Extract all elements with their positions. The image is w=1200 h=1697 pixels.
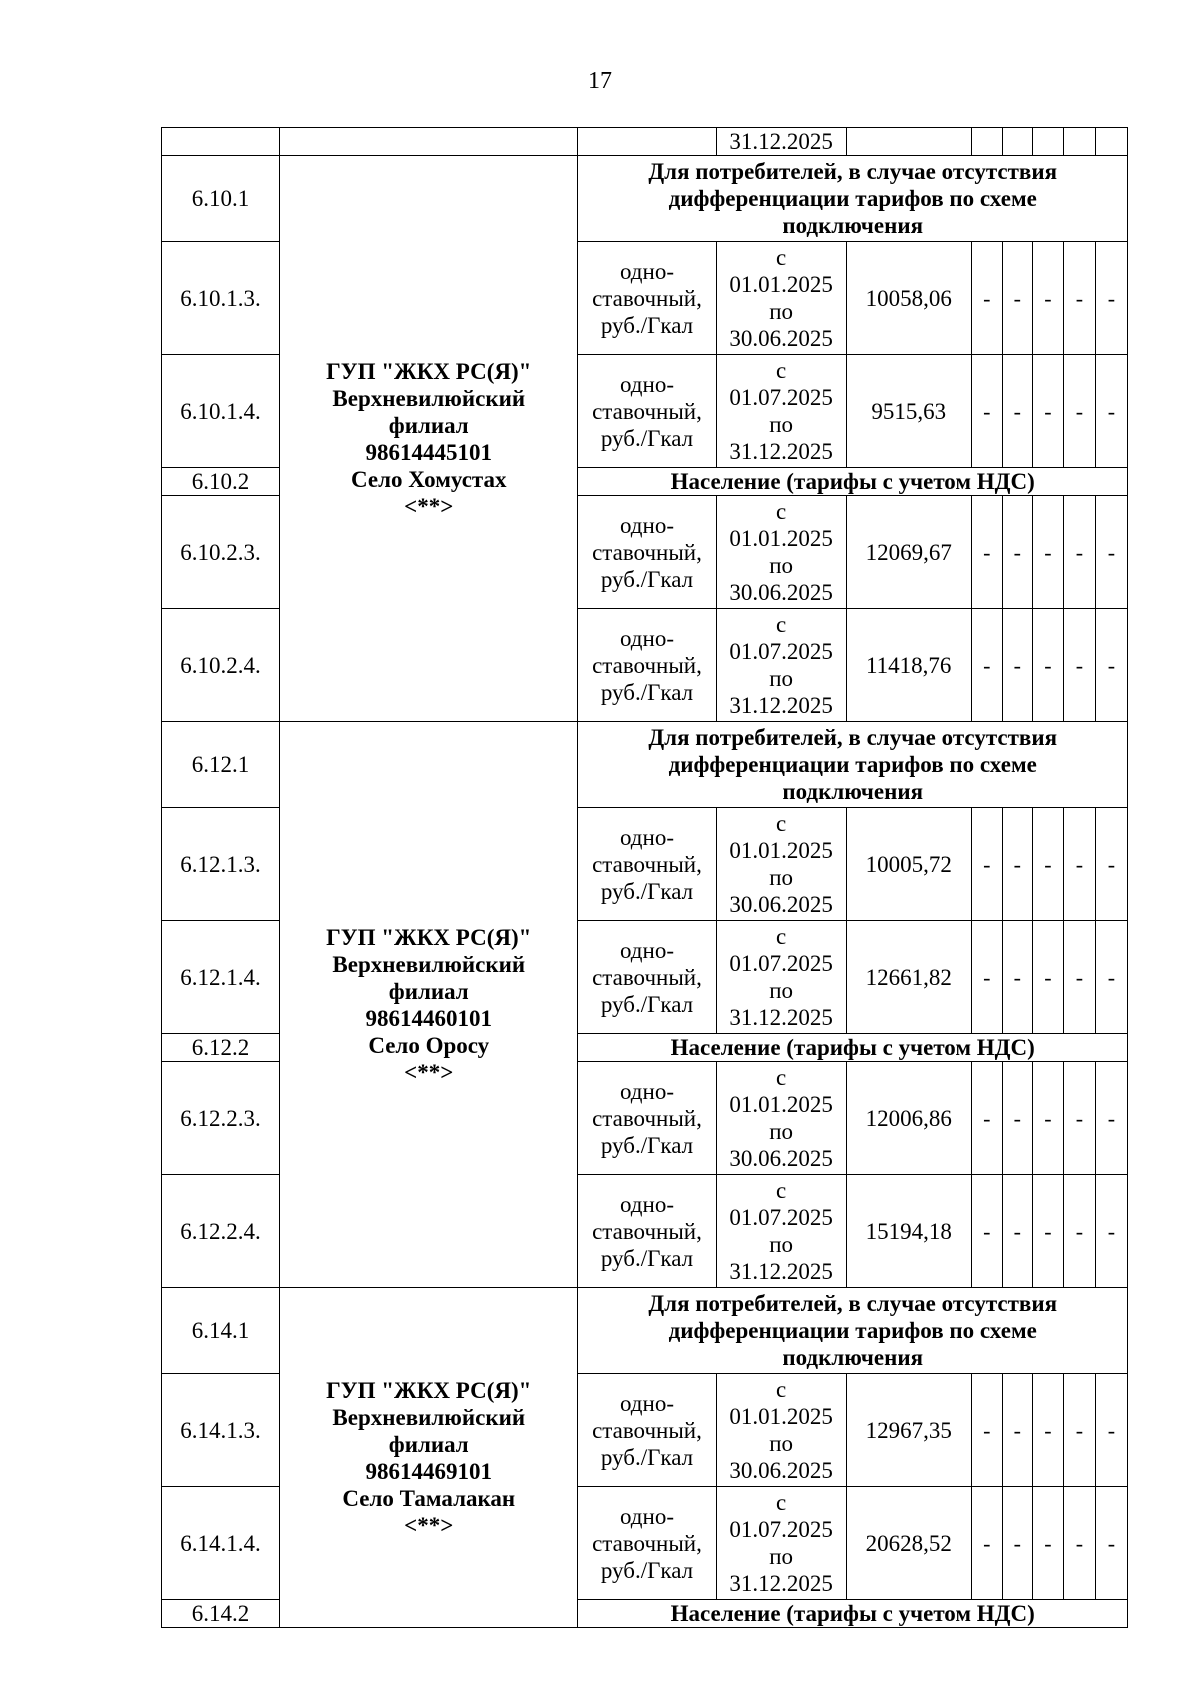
period-line: по <box>769 1431 794 1456</box>
period-line: по <box>769 1232 794 1257</box>
organization-line: ГУП "ЖКХ РС(Я)" <box>326 1377 532 1403</box>
row-code: 6.10.1.4. <box>162 355 280 468</box>
dash-cell: - <box>1063 496 1095 609</box>
period-line: 30.06.2025 <box>729 1146 833 1171</box>
extra-cell <box>971 128 1002 156</box>
tariff-value: 11418,76 <box>846 609 971 722</box>
rate-type-line: ставочный, <box>592 964 702 990</box>
row-code: 6.14.1.3. <box>162 1374 280 1487</box>
section-header-line: Для потребителей, в случае отсутствия <box>648 725 1058 750</box>
continuation-row <box>162 128 1128 156</box>
period-line: по <box>769 299 794 324</box>
tariff-value: 20628,52 <box>846 1487 971 1600</box>
tariff-value: 10005,72 <box>846 808 971 921</box>
org-cell <box>280 128 578 156</box>
rate-type-line: руб./Гкал <box>600 1444 694 1470</box>
tariff-value: 9515,63 <box>846 355 971 468</box>
period-line: с <box>776 358 787 383</box>
dash-cell: - <box>971 808 1002 921</box>
dash-cell: - <box>1032 1062 1063 1175</box>
rate-type-line: одно- <box>619 625 674 651</box>
dash-cell: - <box>971 496 1002 609</box>
organization-line: 98614445101 <box>365 439 492 465</box>
rate-type-line: руб./Гкал <box>600 991 694 1017</box>
dash-cell: - <box>1002 242 1032 355</box>
period-cell <box>716 242 846 355</box>
rate-type-line: руб./Гкал <box>600 312 694 338</box>
dash-cell: - <box>1095 1487 1127 1600</box>
dash-cell: - <box>1002 355 1032 468</box>
rate-type-cell <box>578 1062 716 1175</box>
period-line: с <box>776 245 787 270</box>
rate-type-line: одно- <box>619 371 674 397</box>
section-header <box>578 1288 1128 1374</box>
dash-cell: - <box>971 355 1002 468</box>
dash-cell: - <box>1002 609 1032 722</box>
dash-cell: - <box>1095 496 1127 609</box>
period-line: с <box>776 1490 787 1515</box>
rate-type-line: ставочный, <box>592 1530 702 1556</box>
section-header-line: подключения <box>782 779 924 804</box>
organization-line: Село Тамалакан <box>342 1485 516 1511</box>
dash-cell: - <box>1095 1062 1127 1175</box>
period-line: с <box>776 811 787 836</box>
row-code: 6.12.1.4. <box>162 921 280 1034</box>
rate-type-cell <box>578 242 716 355</box>
row-code: 6.10.2.3. <box>162 496 280 609</box>
extra-cell <box>1032 128 1063 156</box>
dash-cell: - <box>971 921 1002 1034</box>
organization-line: <**> <box>404 1512 454 1538</box>
rate-type-cell <box>578 1487 716 1600</box>
rate-type-line: ставочный, <box>592 285 702 311</box>
rate-type-line: руб./Гкал <box>600 679 694 705</box>
period-line: с <box>776 1065 787 1090</box>
rate-type-line: руб./Гкал <box>600 425 694 451</box>
organization-line: ГУП "ЖКХ РС(Я)" <box>326 924 532 950</box>
rate-type-cell <box>578 1374 716 1487</box>
organization-line: Верхневилюйский <box>332 385 526 411</box>
period-line: 01.07.2025 <box>729 951 833 976</box>
rate-type-line: ставочный, <box>592 398 702 424</box>
organization-cell <box>280 156 578 722</box>
period-cell <box>716 808 846 921</box>
period-line: 31.12.2025 <box>729 1259 833 1284</box>
section-header-line: Для потребителей, в случае отсутствия <box>648 159 1058 184</box>
organization-line: ГУП "ЖКХ РС(Я)" <box>326 358 532 384</box>
period-line: 01.07.2025 <box>729 1205 833 1230</box>
organization-line: 98614469101 <box>365 1458 492 1484</box>
dash-cell: - <box>1032 1175 1063 1288</box>
population-label: Население (тарифы с учетом НДС) <box>578 468 1128 496</box>
section-code: 6.12.2 <box>162 1034 280 1062</box>
dash-cell: - <box>1063 1374 1095 1487</box>
rate-type-line: одно- <box>619 1078 674 1104</box>
organization-line: <**> <box>404 1059 454 1085</box>
tariff-value: 12006,86 <box>846 1062 971 1175</box>
dash-cell: - <box>1063 355 1095 468</box>
period-line: по <box>769 1544 794 1569</box>
section-header-line: Для потребителей, в случае отсутствия <box>648 1291 1058 1316</box>
period-cell <box>716 1175 846 1288</box>
dash-cell: - <box>1032 355 1063 468</box>
rate-type-line: одно- <box>619 1390 674 1416</box>
rate-type-line: ставочный, <box>592 1105 702 1131</box>
dash-cell: - <box>1095 921 1127 1034</box>
dash-cell: - <box>1002 496 1032 609</box>
row-code: 6.12.2.4. <box>162 1175 280 1288</box>
rate-type-line: одно- <box>619 937 674 963</box>
row-code: 6.12.2.3. <box>162 1062 280 1175</box>
section-header-row <box>162 156 1128 242</box>
dash-cell: - <box>971 1374 1002 1487</box>
rate-type-line: руб./Гкал <box>600 878 694 904</box>
dash-cell: - <box>971 1487 1002 1600</box>
tariff-value: 12069,67 <box>846 496 971 609</box>
tariff-value: 12967,35 <box>846 1374 971 1487</box>
dash-cell: - <box>971 242 1002 355</box>
period-line: 31.12.2025 <box>729 1005 833 1030</box>
period-line: по <box>769 553 794 578</box>
period-line: по <box>769 412 794 437</box>
dash-cell: - <box>1095 609 1127 722</box>
dash-cell: - <box>1063 921 1095 1034</box>
period-line: с <box>776 499 787 524</box>
organization-line: <**> <box>404 493 454 519</box>
organization-line: Верхневилюйский <box>332 1404 526 1430</box>
organization-line: филиал <box>388 412 469 438</box>
section-header <box>578 156 1128 242</box>
period-line: с <box>776 612 787 637</box>
section-header-line: дифференциации тарифов по схеме <box>668 752 1037 777</box>
rate-type-line: одно- <box>619 512 674 538</box>
section-code: 6.14.1 <box>162 1288 280 1374</box>
rate-type-cell <box>578 496 716 609</box>
organization-line: Село Хомустах <box>351 466 507 492</box>
dash-cell: - <box>1032 921 1063 1034</box>
tariff-value: 12661,82 <box>846 921 971 1034</box>
tariff-value: 10058,06 <box>846 242 971 355</box>
period-line: 31.12.2025 <box>729 439 833 464</box>
row-code: 6.12.1.3. <box>162 808 280 921</box>
population-label: Население (тарифы с учетом НДС) <box>578 1034 1128 1062</box>
period-cell <box>716 1487 846 1600</box>
dash-cell: - <box>1063 808 1095 921</box>
extra-cell <box>1063 128 1095 156</box>
period-line: 30.06.2025 <box>729 1458 833 1483</box>
period-line: с <box>776 1377 787 1402</box>
period-line: 01.01.2025 <box>729 1404 833 1429</box>
type-cell <box>578 128 716 156</box>
period-line: по <box>769 978 794 1003</box>
dash-cell: - <box>1002 1374 1032 1487</box>
extra-cell <box>1095 128 1127 156</box>
period-line: 01.01.2025 <box>729 1092 833 1117</box>
period-cell <box>716 355 846 468</box>
period-line: 01.01.2025 <box>729 272 833 297</box>
section-code: 6.14.2 <box>162 1600 280 1628</box>
section-header-row <box>162 1288 1128 1374</box>
population-label: Население (тарифы с учетом НДС) <box>578 1600 1128 1628</box>
section-header-line: дифференциации тарифов по схеме <box>668 1318 1037 1343</box>
dash-cell: - <box>971 609 1002 722</box>
section-code: 6.12.1 <box>162 722 280 808</box>
rate-type-line: руб./Гкал <box>600 566 694 592</box>
dash-cell: - <box>1095 1374 1127 1487</box>
period-line: 30.06.2025 <box>729 326 833 351</box>
dash-cell: - <box>1032 609 1063 722</box>
organization-line: филиал <box>388 1431 469 1457</box>
rate-type-cell <box>578 1175 716 1288</box>
period-cell <box>716 496 846 609</box>
period-line: по <box>769 1119 794 1144</box>
rate-type-line: ставочный, <box>592 1218 702 1244</box>
period-line: с <box>776 1178 787 1203</box>
period-end-cell: 31.12.2025 <box>716 128 846 156</box>
rate-type-line: одно- <box>619 824 674 850</box>
period-line: 01.01.2025 <box>729 526 833 551</box>
section-code: 6.10.2 <box>162 468 280 496</box>
period-line: 01.01.2025 <box>729 838 833 863</box>
period-line: 30.06.2025 <box>729 580 833 605</box>
dash-cell: - <box>971 1062 1002 1175</box>
dash-cell: - <box>1002 1487 1032 1600</box>
rate-type-cell <box>578 808 716 921</box>
dash-cell: - <box>1095 242 1127 355</box>
period-line: по <box>769 666 794 691</box>
rate-type-line: ставочный, <box>592 1417 702 1443</box>
section-header-line: подключения <box>782 1345 924 1370</box>
period-line: 31.12.2025 <box>729 1571 833 1596</box>
section-header-line: подключения <box>782 213 924 238</box>
row-code: 6.14.1.4. <box>162 1487 280 1600</box>
dash-cell: - <box>1032 1487 1063 1600</box>
organization-line: 98614460101 <box>365 1005 492 1031</box>
tariff-value: 15194,18 <box>846 1175 971 1288</box>
value-cell <box>846 128 971 156</box>
rate-type-line: ставочный, <box>592 539 702 565</box>
period-line: по <box>769 865 794 890</box>
dash-cell: - <box>1095 355 1127 468</box>
period-line: 01.07.2025 <box>729 1517 833 1542</box>
organization-cell <box>280 1288 578 1628</box>
dash-cell: - <box>1063 1487 1095 1600</box>
dash-cell: - <box>1095 808 1127 921</box>
dash-cell: - <box>1095 1175 1127 1288</box>
section-code: 6.10.1 <box>162 156 280 242</box>
rate-type-cell <box>578 355 716 468</box>
dash-cell: - <box>1063 609 1095 722</box>
rate-type-cell <box>578 921 716 1034</box>
organization-line: филиал <box>388 978 469 1004</box>
period-cell <box>716 921 846 1034</box>
dash-cell: - <box>1063 1175 1095 1288</box>
period-line: 31.12.2025 <box>729 693 833 718</box>
rate-type-cell <box>578 609 716 722</box>
extra-cell <box>1002 128 1032 156</box>
period-line: с <box>776 924 787 949</box>
period-line: 30.06.2025 <box>729 892 833 917</box>
dash-cell: - <box>1032 496 1063 609</box>
dash-cell: - <box>1063 242 1095 355</box>
tariff-body <box>162 128 1128 1628</box>
period-cell <box>716 1062 846 1175</box>
dash-cell: - <box>971 1175 1002 1288</box>
organization-cell <box>280 722 578 1288</box>
organization-line: Верхневилюйский <box>332 951 526 977</box>
rate-type-line: ставочный, <box>592 652 702 678</box>
dash-cell: - <box>1002 1062 1032 1175</box>
period-line: 01.07.2025 <box>729 639 833 664</box>
rate-type-line: ставочный, <box>592 851 702 877</box>
row-code: 6.10.2.4. <box>162 609 280 722</box>
dash-cell: - <box>1002 808 1032 921</box>
dash-cell: - <box>1032 808 1063 921</box>
section-header <box>578 722 1128 808</box>
rate-type-line: руб./Гкал <box>600 1557 694 1583</box>
rate-type-line: руб./Гкал <box>600 1132 694 1158</box>
dash-cell: - <box>1002 1175 1032 1288</box>
dash-cell: - <box>1032 242 1063 355</box>
dash-cell: - <box>1002 921 1032 1034</box>
period-cell <box>716 1374 846 1487</box>
rate-type-line: одно- <box>619 1503 674 1529</box>
period-line: 01.07.2025 <box>729 385 833 410</box>
rate-type-line: одно- <box>619 1191 674 1217</box>
period-cell <box>716 609 846 722</box>
code-cell <box>162 128 280 156</box>
rate-type-line: руб./Гкал <box>600 1245 694 1271</box>
section-header-line: дифференциации тарифов по схеме <box>668 186 1037 211</box>
tariff-table <box>161 127 1128 1628</box>
page-number: 17 <box>588 68 612 94</box>
dash-cell: - <box>1032 1374 1063 1487</box>
row-code: 6.10.1.3. <box>162 242 280 355</box>
section-header-row <box>162 722 1128 808</box>
dash-cell: - <box>1063 1062 1095 1175</box>
organization-line: Село Оросу <box>368 1032 490 1058</box>
rate-type-line: одно- <box>619 258 674 284</box>
